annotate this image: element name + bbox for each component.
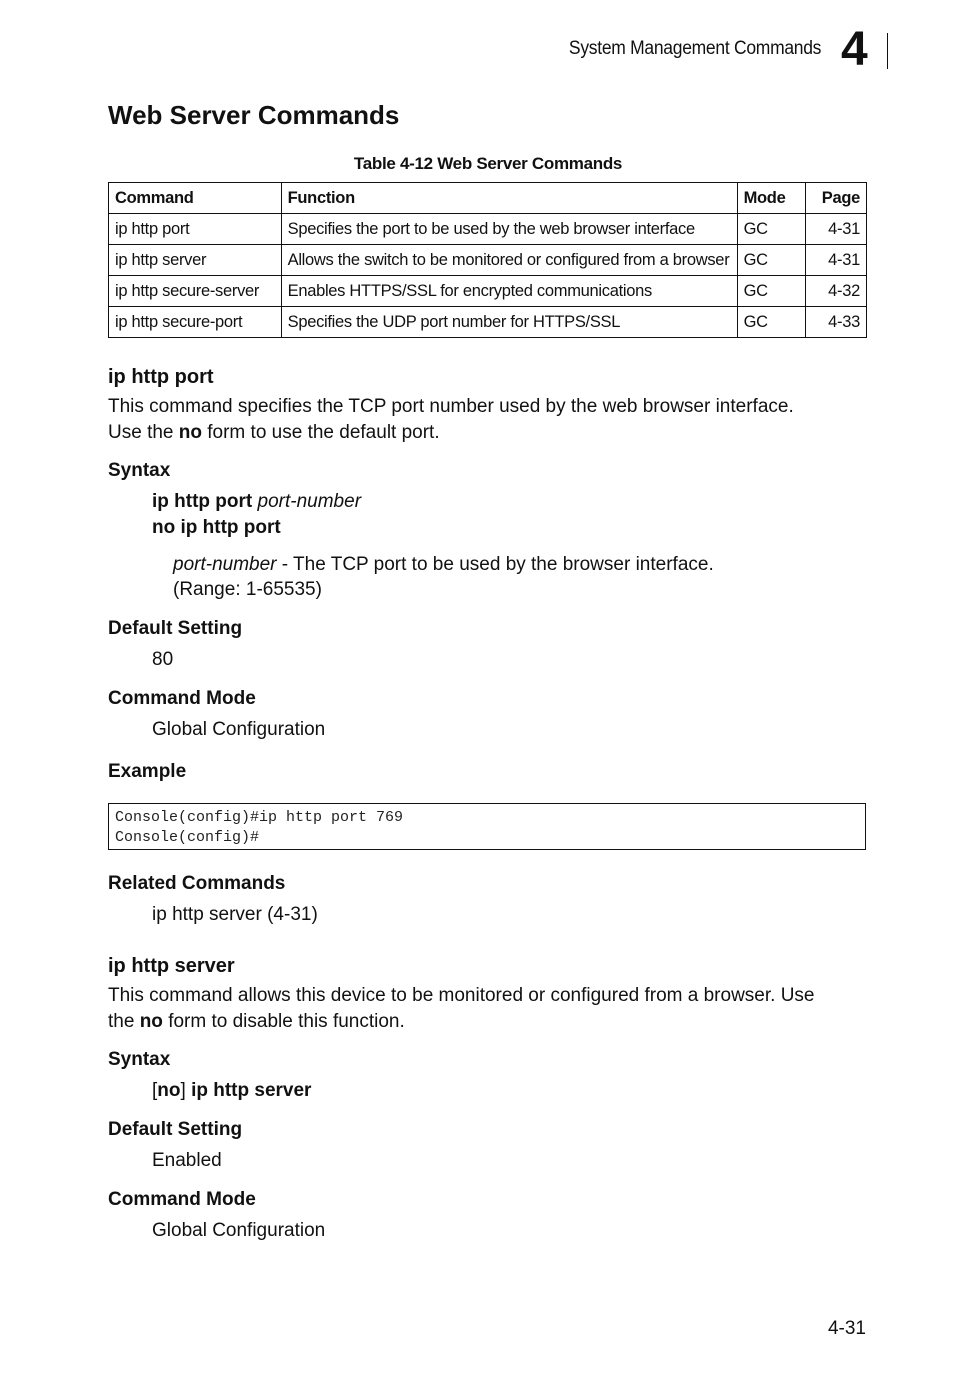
related-value: ip http server (4-31) [152,904,318,925]
table-cell: 4-31 [806,245,867,276]
description-line: This command specifies the TCP port number used by the web browser interface. [108,396,794,417]
table-row [109,307,867,338]
column-header: Function [281,183,737,214]
column-header: Mode [737,183,806,214]
mode-value: Global Configuration [152,719,326,740]
command-title: ip http port [108,366,214,388]
parameter-name: port-number [173,554,277,575]
table-row [109,214,867,245]
description-text: form to disable this function. [162,1010,405,1032]
description-text: form to use the default port. [201,421,440,443]
parameter-description [173,552,793,602]
table-row [109,245,867,276]
command-title: ip http server [108,955,235,977]
syntax-heading: Syntax [108,1049,171,1070]
table-cell: Specifies the port to be used by the web browser interface [281,214,737,245]
command-description [108,394,868,445]
syntax-block [152,489,361,540]
table-cell: ip http port [109,214,282,245]
syntax-keyword: no [157,1080,181,1101]
parameter-range: (Range: 1-65535) [173,579,322,600]
default-value: Enabled [152,1150,222,1171]
table-cell: 4-33 [806,307,867,338]
running-header: System Management Commands [568,38,821,59]
table-cell: Specifies the UDP port number for HTTPS/SSL [281,307,737,338]
table-cell: Enables HTTPS/SSL for encrypted communications [281,276,737,307]
page-number: 4-31 [827,1318,866,1339]
example-heading: Example [108,761,187,782]
example-code-box: Console(config)#ip http port 769 Console(config)# [108,803,866,850]
syntax-parameter: port-number [257,491,362,512]
related-heading: Related Commands [108,873,286,894]
syntax-heading: Syntax [108,460,171,481]
description-text: Use the [108,421,179,443]
table-row [109,276,867,307]
table-cell: ip http secure-port [109,307,282,338]
syntax-bracket: [ [152,1080,158,1101]
syntax-command: no ip http port [152,516,281,538]
description-keyword: no [178,421,202,443]
table-cell: GC [737,214,806,245]
column-header: Command [109,183,282,214]
syntax-block [152,1078,311,1104]
mode-heading: Command Mode [108,1189,256,1210]
table-cell: ip http secure-server [109,276,282,307]
column-header: Page [806,183,867,214]
default-value: 80 [152,649,174,670]
table-cell: 4-31 [806,214,867,245]
parameter-text: - The TCP port to be used by the browser interface. [276,554,714,575]
mode-heading: Command Mode [108,688,256,709]
description-text: the [108,1010,140,1032]
syntax-bracket: ] [180,1080,192,1101]
default-heading: Default Setting [108,1119,243,1140]
table-cell: 4-32 [806,276,867,307]
description-line: This command allows this device to be monitored or configured from a browser. Use [108,985,815,1006]
syntax-command: ip http server [191,1080,312,1101]
mode-value: Global Configuration [152,1220,326,1241]
syntax-command: ip http port [152,491,253,512]
table-cell: GC [737,276,806,307]
table-cell: Allows the switch to be monitored or configured from a browser [281,245,737,276]
command-description [108,983,868,1034]
table-cell: GC [737,307,806,338]
table-cell: GC [737,245,806,276]
description-keyword: no [139,1010,163,1032]
web-server-commands-table [108,182,867,338]
chapter-number: 4 [841,23,868,76]
default-heading: Default Setting [108,618,243,639]
table-header-row [109,183,867,214]
table-cell: ip http server [109,245,282,276]
section-title: Web Server Commands [108,100,400,130]
table-caption: Table 4-12 Web Server Commands [353,154,623,173]
